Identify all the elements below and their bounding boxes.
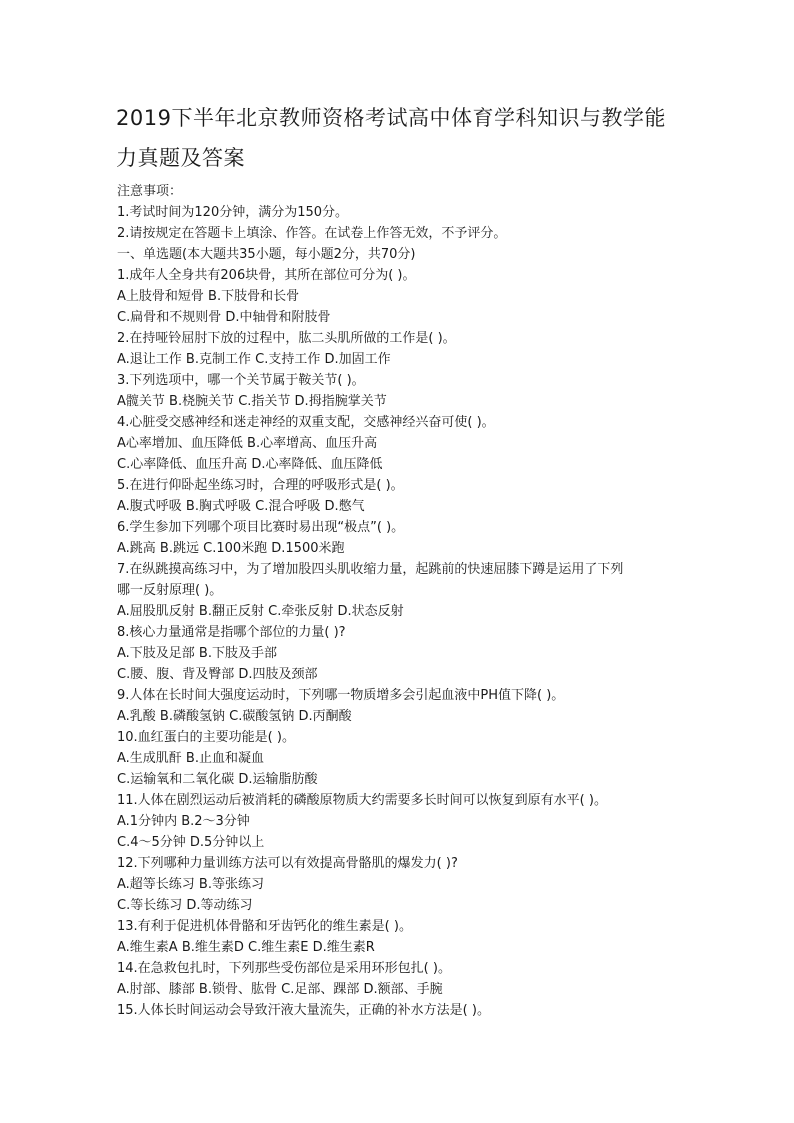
text-line: C.心率降低、血压升高 D.心率降低、血压降低 bbox=[117, 457, 383, 472]
text-line: 注意事项： bbox=[117, 184, 183, 199]
document-body bbox=[117, 181, 697, 1021]
text-line: A髋关节 B.桡腕关节 C.指关节 D.拇指腕掌关节 bbox=[117, 394, 387, 409]
text-line: A.乳酸 B.磷酸氢钠 C.碳酸氢钠 D.丙酮酸 bbox=[117, 709, 352, 724]
text-line: A心率增加、血压降低 B.心率增高、血压升高 bbox=[117, 436, 378, 451]
text-line: A上肢骨和短骨 B.下肢骨和长骨 bbox=[117, 289, 300, 304]
text-line: C.4～5分钟 D.5分钟以上 bbox=[117, 835, 265, 850]
text-line: 14.在急救包扎时，下列那些受伤部位是采用环形包扎( )。 bbox=[117, 961, 451, 976]
text-line: C.等长练习 D.等动练习 bbox=[117, 898, 253, 913]
text-line: C.扁骨和不规则骨 D.中轴骨和附肢骨 bbox=[117, 310, 331, 325]
text-line: 11.人体在剧烈运动后被消耗的磷酸原物质大约需要多长时间可以恢复到原有水平( )。 bbox=[117, 793, 607, 808]
text-line: 10.血红蛋白的主要功能是( )。 bbox=[117, 730, 295, 745]
text-line: A.屈股肌反射 B.翻正反射 C.牵张反射 D.状态反射 bbox=[117, 604, 404, 619]
title-line: 2019下半年北京教师资格考试高中体育学科知识与教学能 bbox=[116, 106, 666, 130]
text-line: 2.在持哑铃屈肘下放的过程中，肱二头肌所做的工作是( )。 bbox=[117, 331, 456, 346]
text-line: 1.成年人全身共有206块骨，其所在部位可分为( )。 bbox=[117, 268, 416, 283]
text-line: 5.在进行仰卧起坐练习时，合理的呼吸形式是( )。 bbox=[117, 478, 404, 493]
text-line: A.1分钟内 B.2～3分钟 bbox=[117, 814, 250, 829]
text-line: A.腹式呼吸 B.胸式呼吸 C.混合呼吸 D.憋气 bbox=[117, 499, 365, 514]
text-line: 2.请按规定在答题卡上填涂、作答。在试卷上作答无效，不予评分。 bbox=[117, 226, 507, 241]
text-line: A.维生素A B.维生素D C.维生素E D.维生素R bbox=[117, 940, 375, 955]
text-line: C.运输氧和二氧化碳 D.运输脂肪酸 bbox=[117, 772, 318, 787]
text-line: 6.学生参加下列哪个项目比赛时易出现“极点”( )。 bbox=[117, 520, 405, 535]
text-line: A.下肢及足部 B.下肢及手部 bbox=[117, 646, 277, 661]
text-line: 3.下列选项中，哪一个关节属于鞍关节( )。 bbox=[117, 373, 365, 388]
text-line: C.腰、腹、背及臀部 D.四肢及颈部 bbox=[117, 667, 318, 682]
text-line: A.生成肌酐 B.止血和凝血 bbox=[117, 751, 264, 766]
text-line: A.跳高 B.跳远 C.100米跑 D.1500米跑 bbox=[117, 541, 345, 556]
text-line: 9.人体在长时间大强度运动时，下列哪一物质增多会引起血液中PH值下降( )。 bbox=[117, 688, 565, 703]
text-line: 1.考试时间为120分钟，满分为150分。 bbox=[117, 205, 349, 220]
text-line: A.超等长练习 B.等张练习 bbox=[117, 877, 264, 892]
text-line: 4.心脏受交感神经和迷走神经的双重支配，交感神经兴奋可使( )。 bbox=[117, 415, 495, 430]
text-line: 7.在纵跳摸高练习中，为了增加股四头肌收缩力量，起跳前的快速屈膝下蹲是运用了下列 bbox=[117, 562, 624, 577]
text-line: A.肘部、膝部 B.锁骨、肱骨 C.足部、踝部 D.额部、手腕 bbox=[117, 982, 443, 997]
text-line: 15.人体长时间运动会导致汗液大量流失，正确的补水方法是( )。 bbox=[117, 1003, 490, 1018]
text-line: 8.核心力量通常是指哪个部位的力量( )? bbox=[117, 625, 346, 640]
text-line: 一、单选题(本大题共35小题，每小题2分，共70分) bbox=[117, 247, 416, 262]
text-line: A.退让工作 B.克制工作 C.支持工作 D.加固工作 bbox=[117, 352, 391, 367]
text-line: 13.有利于促进机体骨骼和牙齿钙化的维生素是( )。 bbox=[117, 919, 412, 934]
text-line: 12.下列哪种力量训练方法可以有效提高骨骼肌的爆发力( )? bbox=[117, 856, 458, 871]
title-line: 力真题及答案 bbox=[116, 146, 245, 170]
document-title bbox=[116, 98, 696, 178]
text-line: 哪一反射原理( )。 bbox=[117, 583, 223, 598]
